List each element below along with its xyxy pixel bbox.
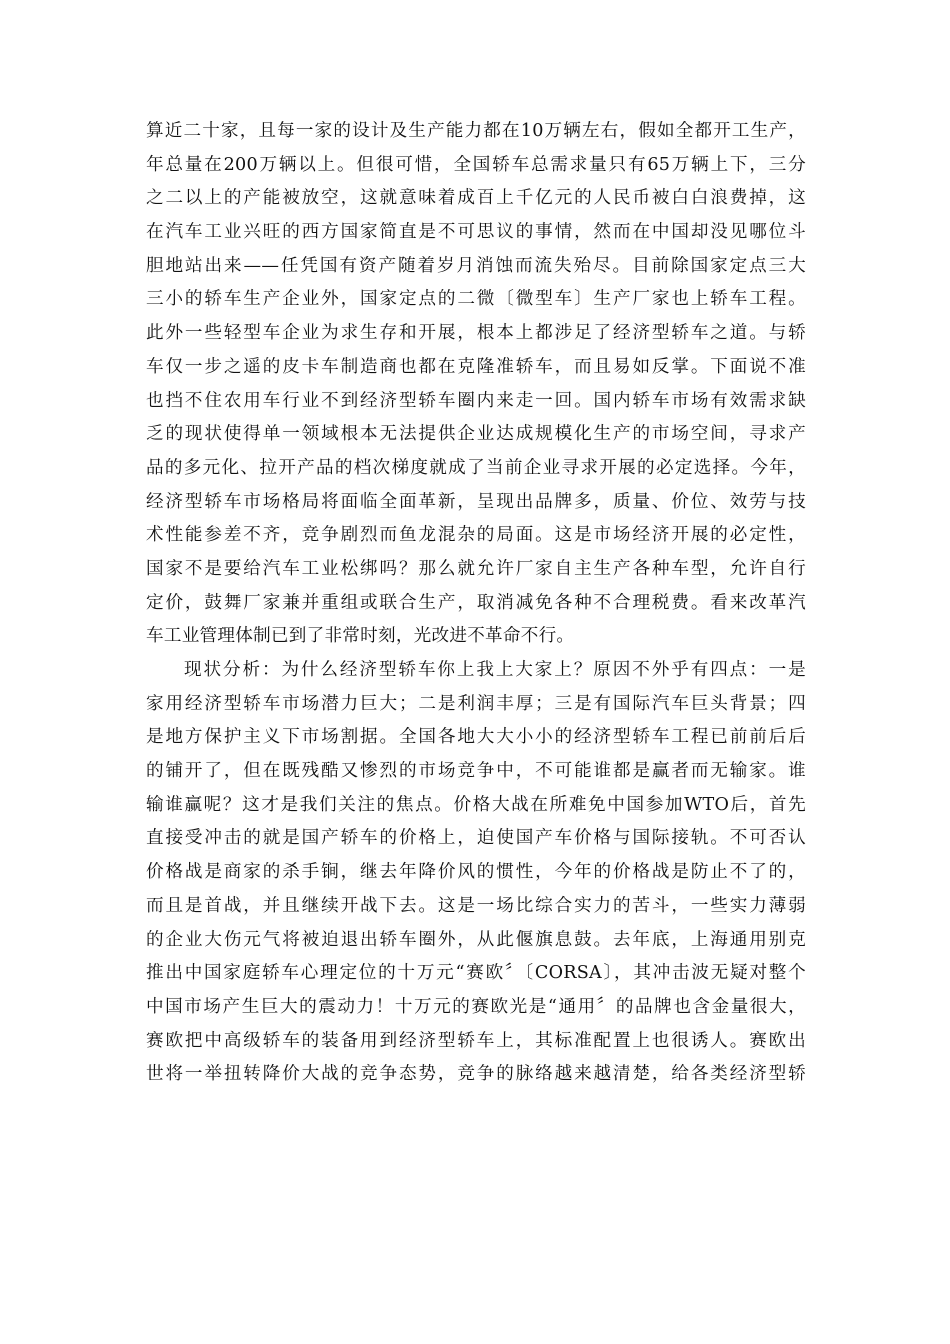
text-line: 在汽车工业兴旺的西方国家简直是不可思议的事情，然而在中国却没见哪位斗 <box>146 222 806 243</box>
text-line: 之二以上的产能被放空，这就意味着成百上千亿元的人民币被白白浪费掉，这 <box>146 188 806 209</box>
text-line: 是地方保护主义下市场割据。全国各地大大小小的经济型轿车工程已前前后后 <box>146 727 806 748</box>
text-line: 输谁赢呢？这才是我们关注的焦点。价格大战在所难免中国参加WTO后，首先 <box>146 794 806 815</box>
body-text <box>146 115 806 1092</box>
text-line: 车仅一步之遥的皮卡车制造商也都在克隆准轿车，而且易如反掌。下面说不准 <box>146 356 806 377</box>
text-line: 家用经济型轿车市场潜力巨大；二是利润丰厚；三是有国际汽车巨头背景；四 <box>146 693 806 714</box>
text-line: 价格战是商家的杀手锏，继去年降价风的惯性，今年的价格战是防止不了的， <box>146 862 806 883</box>
text-line: 的铺开了，但在既残酷又惨烈的市场竞争中，不可能谁都是赢者而无输家。谁 <box>146 761 806 782</box>
text-line: 推出中国家庭轿车心理定位的十万元“赛欧〞〔CORSA〕，其冲击波无疑对整个 <box>146 963 806 984</box>
text-line: 直接受冲击的就是国产轿车的价格上，迫使国产车价格与国际接轨。不可否认 <box>146 828 806 849</box>
text-line: 中国市场产生巨大的震动力！十万元的赛欧光是“通用〞的品牌也含金量很大， <box>146 996 806 1017</box>
text-line: 的企业大伤元气将被迫退出轿车圈外，从此偃旗息鼓。去年底，上海通用别克 <box>146 929 806 950</box>
text-line: 现状分析：为什么经济型轿车你上我上大家上？原因不外乎有四点：一是 <box>184 660 806 680</box>
paragraph-2 <box>146 654 806 1092</box>
text-line: 此外一些轻型车企业为求生存和开展，根本上都涉足了经济型轿车之道。与轿 <box>146 323 806 344</box>
text-line: 车工业管理体制已到了非常时刻，光改进不革命不行。 <box>146 626 575 647</box>
text-line: 品的多元化、拉开产品的档次梯度就成了当前企业寻求开展的必定选择。今年， <box>146 457 806 478</box>
text-line: 定价，鼓舞厂家兼并重组或联合生产，取消减免各种不合理税费。看来改革汽 <box>146 592 806 613</box>
text-line: 术性能参差不齐，竞争剧烈而鱼龙混杂的局面。这是市场经济开展的必定性， <box>146 525 806 546</box>
text-line: 国家不是要给汽车工业松绑吗？那么就允许厂家自主生产各种车型，允许自行 <box>146 558 806 579</box>
text-line: 而且是首战，并且继续开战下去。这是一场比综合实力的苦斗，一些实力薄弱 <box>146 895 806 916</box>
text-line: 三小的轿车生产企业外，国家定点的二微〔微型车〕生产厂家也上轿车工程。 <box>146 289 806 310</box>
text-line: 乏的现状使得单一领域根本无法提供企业达成规模化生产的市场空间，寻求产 <box>146 424 806 445</box>
text-line: 算近二十家，且每一家的设计及生产能力都在10万辆左右，假如全都开工生产， <box>146 121 806 141</box>
text-line: 世将一举扭转降价大战的竞争态势，竞争的脉络越来越清楚，给各类经济型轿 <box>146 1064 806 1085</box>
text-line: 经济型轿车市场格局将面临全面革新，呈现出品牌多，质量、价位、效劳与技 <box>146 491 806 512</box>
paragraph-1 <box>146 115 806 654</box>
text-line: 年总量在200万辆以上。但很可惜，全国轿车总需求量只有65万辆上下，三分 <box>146 154 806 175</box>
text-line: 赛欧把中高级轿车的装备用到经济型轿车上，其标准配置上也很诱人。赛欧出 <box>146 1030 806 1051</box>
text-line: 也挡不住农用车行业不到经济型轿车圈内来走一回。国内轿车市场有效需求缺 <box>146 390 806 411</box>
text-line: 胆地站出来——任凭国有资产随着岁月消蚀而流失殆尽。目前除国家定点三大 <box>146 255 806 276</box>
